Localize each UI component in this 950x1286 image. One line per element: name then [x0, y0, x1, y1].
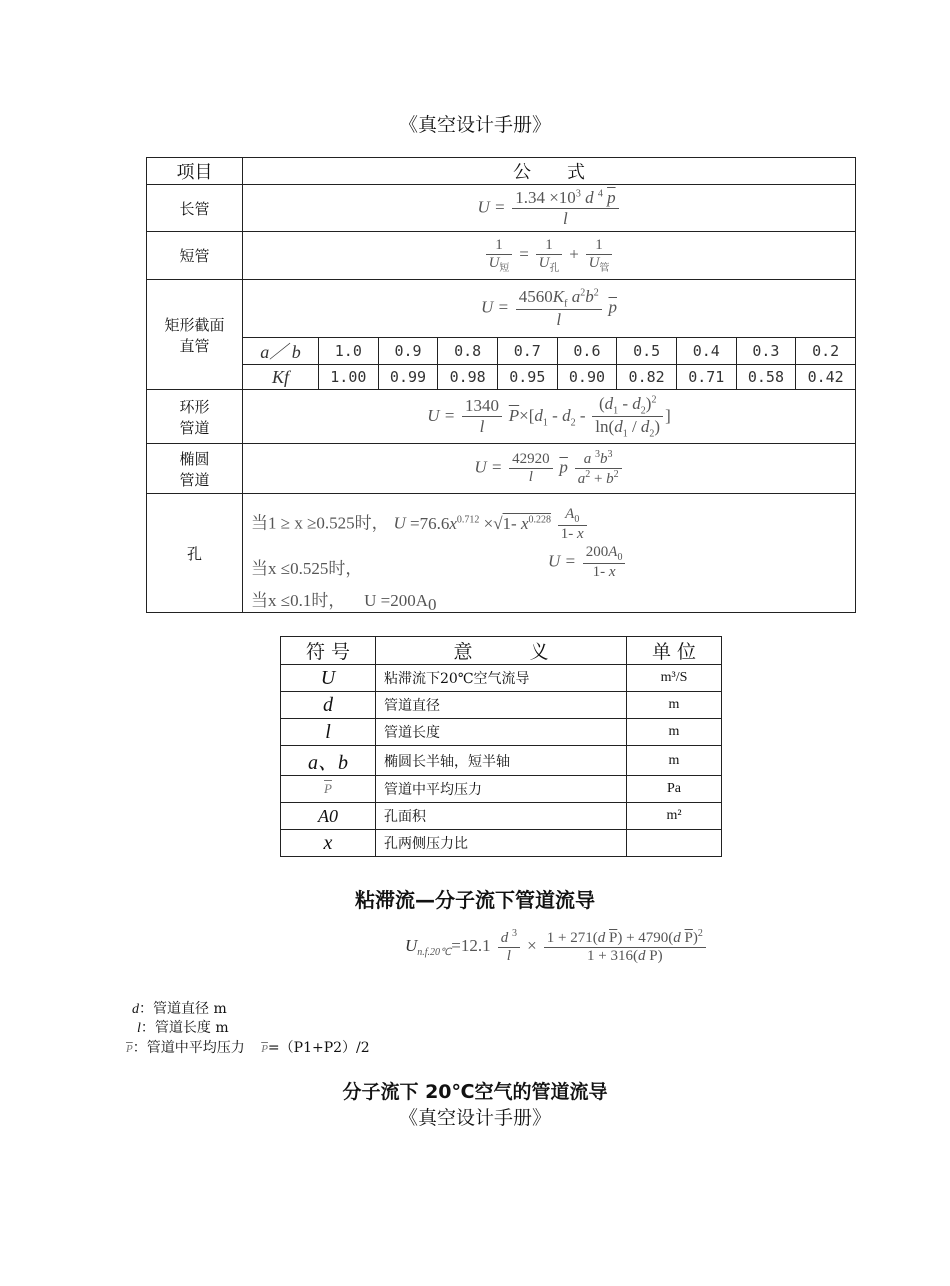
kf-cell: 0.58 — [736, 365, 796, 390]
unit-cell: m — [627, 719, 722, 746]
kf-cell: 0.90 — [557, 365, 617, 390]
symbol-header: 符 号 — [281, 637, 376, 665]
note-d: d：管道直径 m — [132, 1001, 227, 1017]
symbol-cell: A0 — [281, 803, 376, 830]
conductance-formula-table — [146, 157, 856, 613]
ab-cell: 1.0 — [319, 338, 379, 365]
meaning-header: 意 义 — [376, 637, 627, 665]
row-label-short-pipe: 短管 — [147, 232, 243, 280]
ab-cell: 0.8 — [438, 338, 498, 365]
kf-cell: 0.42 — [796, 365, 856, 390]
document-source-title-bottom: 《真空设计手册》 — [398, 1107, 551, 1129]
formula-short-pipe: $\frac{1}{U_短}$ = $\frac{1}{U_孔}$ + $\frac{1}{U_管}$ — [243, 232, 856, 280]
kf-label: Kf — [243, 365, 319, 390]
formula-elliptic-pipe: U = $\frac{42920}{l}$ $\overline{p}$ $\frac{a ^3b^3}{a^2 + b^2}$ — [243, 444, 856, 494]
meaning-cell: 孔两侧压力比 — [376, 830, 627, 857]
table-row — [281, 665, 722, 692]
note-l: l：管道长度 m — [137, 1020, 229, 1036]
formula-rect-pipe: U = $\frac{4560K_f a^2b^2}{l}$ $\overline{p}$ — [243, 280, 856, 338]
row-label-elliptic-pipe: 椭圆 管道 — [147, 444, 243, 494]
kf-row — [147, 365, 856, 390]
orifice-line-2 — [251, 554, 362, 579]
note-l-text: ：管道长度 m — [140, 1020, 229, 1036]
meaning-cell: 管道中平均压力 — [376, 776, 627, 803]
section-title-viscous-molecular: 粘滞流—分子流下管道流导 — [355, 888, 595, 912]
table-row — [281, 719, 722, 746]
note-d-text: ：管道直径 m — [139, 1001, 227, 1017]
kf-cell: 0.99 — [378, 365, 438, 390]
meaning-cell: 管道直径 — [376, 692, 627, 719]
ab-ratio-row — [147, 338, 856, 365]
orifice-formula-2: U = $\frac{200A_0}{1- x}$ — [548, 544, 627, 581]
unit-cell: m — [627, 692, 722, 719]
ab-cell: 0.2 — [796, 338, 856, 365]
section-title-molecular: 分子流下 20℃空气的管道流导 — [342, 1081, 608, 1103]
meaning-cell: 椭圆长半轴，短半轴 — [376, 746, 627, 776]
formula-viscous-molecular: $U_{n.f.20℃}=12.1$ $\frac{d ^3}{l}$ × $\frac{1 + 271(d \overline{P}) + 4790(d \overline{P})^2}{1 + 316(d \overline{P})}$ — [405, 928, 708, 965]
row-label-rect-pipe: 矩形截面 直管 — [147, 280, 243, 390]
kf-cell: 0.98 — [438, 365, 498, 390]
header-item: 项目 — [147, 158, 243, 185]
table-row — [281, 803, 722, 830]
kf-cell: 1.00 — [319, 365, 379, 390]
unit-cell: m — [627, 746, 722, 776]
header-formula: 公 式 — [243, 158, 856, 185]
row-label-orifice: 孔 — [147, 494, 243, 613]
symbol-table — [280, 636, 722, 857]
kf-cell: 0.95 — [497, 365, 557, 390]
orifice-line-3: 当x ≤0.1时， $U =200A_0$ — [251, 591, 437, 614]
unit-cell — [627, 830, 722, 857]
symbol-cell: U — [281, 665, 376, 692]
row-label-long-pipe: 长管 — [147, 185, 243, 232]
symbol-cell: $\overline{P}$ — [281, 776, 376, 803]
orifice-condition-2: 当x ≤0.525时， — [251, 559, 363, 578]
ab-cell: 0.4 — [676, 338, 736, 365]
symbol-cell: d — [281, 692, 376, 719]
table-row — [281, 776, 722, 803]
orifice-formula-3: U =200A — [364, 591, 429, 610]
table-row — [281, 830, 722, 857]
meaning-cell: 管道长度 — [376, 719, 627, 746]
ab-label: a／ b — [243, 338, 319, 365]
unit-cell: m² — [627, 803, 722, 830]
kf-cell: 0.82 — [617, 365, 677, 390]
symbol-cell: x — [281, 830, 376, 857]
symbol-cell: a、b — [281, 746, 376, 776]
formula-long-pipe: U = $\frac{1.34 \times 10^3 d ^4 \overline{p}}{l}$ — [243, 185, 856, 232]
kf-cell: 0.71 — [676, 365, 736, 390]
table-row — [281, 692, 722, 719]
ab-cell: 0.5 — [617, 338, 677, 365]
note-p-text: ：管道中平均压力 — [132, 1040, 245, 1056]
ab-cell: 0.7 — [497, 338, 557, 365]
ab-cell: 0.3 — [736, 338, 796, 365]
note-p-definition: =（P1+P2）/2 — [267, 1040, 370, 1056]
note-p: $\overline{P}$：管道中平均压力 $\overline{P}=(P1+P2)/2$ — [126, 1040, 370, 1056]
orifice-line-1: 当1 ≥ x ≥0.525时， $U =76.6x^{0.712} \times√1-$ $x^{0.228}$ $\frac{A_0}{1- x}$ — [251, 506, 589, 543]
ab-cell: 0.6 — [557, 338, 617, 365]
meaning-cell: 孔面积 — [376, 803, 627, 830]
symbol-cell: l — [281, 719, 376, 746]
unit-cell: Pa — [627, 776, 722, 803]
ab-cell: 0.9 — [378, 338, 438, 365]
formula-orifice — [243, 494, 856, 613]
row-label-annular-pipe: 环形 管道 — [147, 390, 243, 444]
unit-cell: m³/S — [627, 665, 722, 692]
unit-header: 单 位 — [627, 637, 722, 665]
table-row — [281, 746, 722, 776]
orifice-condition-3: 当x ≤0.1时， — [251, 591, 346, 610]
orifice-condition-1: 当1 ≥ x ≥0.525时， — [251, 513, 389, 533]
formula-annular-pipe: U = $\frac{1340}{l}$ $\overline{P}\times[d_1 - d_2$ - $\frac{(d_1 - d_2)^2}{\ln(d_1 / d_2)}$ ] — [243, 390, 856, 444]
meaning-cell: 粘滞流下20℃空气流导 — [376, 665, 627, 692]
document-source-title: 《真空设计手册》 — [398, 114, 551, 136]
